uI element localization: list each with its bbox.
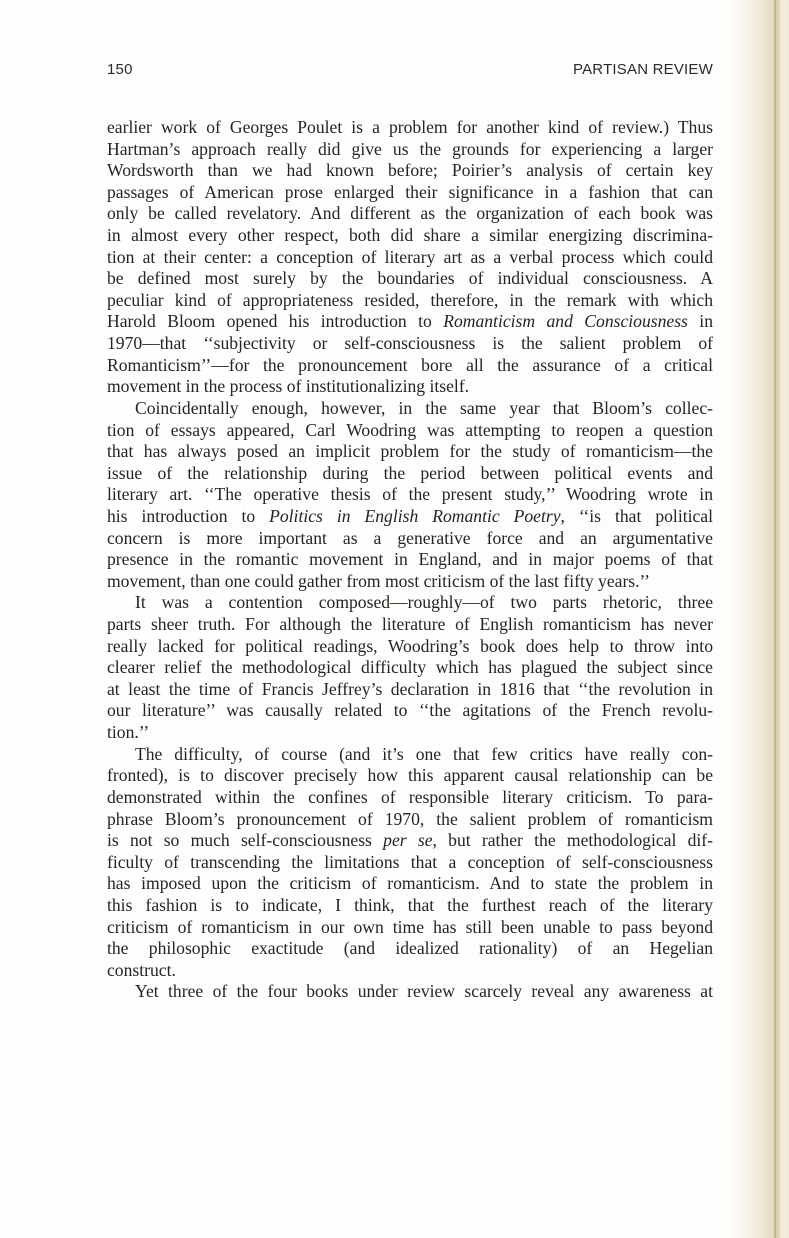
text-run: , but rather the methodological dif- (432, 830, 713, 851)
text-line: has imposed upon the criticism of romanticism. And to state the problem in (107, 873, 713, 894)
text-line: at least the time of Francis Jeffrey’s declaration in 1816 that ‘‘the revolution in (107, 678, 713, 699)
text-line: tion.’’ (107, 722, 150, 743)
text-line: criticism of romanticism in our own time has still been unable to pass beyond (107, 916, 713, 937)
text-line: issue of the relationship during the period between political events and (107, 462, 713, 483)
text-line: the philosophic exactitude (and idealized rationality) of an Hegelian (107, 938, 713, 959)
text-line: passages of American prose enlarged their significance in a fashion that can (107, 181, 713, 202)
text-line: tion of essays appeared, Carl Woodring was attempting to reopen a question (107, 419, 713, 440)
journal-title: PARTISAN REVIEW (573, 61, 713, 78)
text-line: parts sheer truth. For although the literature of English romanticism has never (107, 614, 713, 635)
text-line: really lacked for political readings, Woodring’s book does help to throw into (107, 635, 713, 656)
text-run: Harold Bloom opened his introduction to (107, 311, 444, 332)
text-line: demonstrated within the confines of responsible literary criticism. To para- (107, 786, 713, 807)
text-line: literary art. ‘‘The operative thesis of the present study,’’ Woodring wrote in (107, 484, 713, 505)
text-line: construct. (107, 959, 176, 980)
paragraph-first-line: Coincidentally enough, however, in the same year that Bloom’s collec- (135, 397, 713, 418)
text-line: only be called revelatory. And different as the organization of each book was (107, 203, 713, 224)
text-line: Wordsworth than we had known before; Poirier’s analysis of certain key (107, 160, 713, 181)
body-text (107, 117, 713, 1003)
text-run: is not so much self-consciousness (107, 830, 384, 851)
text-line: this fashion is to indicate, I think, that the furthest reach of the literary (107, 894, 713, 915)
text-line: Hartman’s approach really did give us the grounds for experiencing a larger (107, 138, 713, 159)
page-edge-gutter (774, 0, 776, 1238)
text-line: that has always posed an implicit problem for the study of romanticism—the (107, 441, 713, 462)
text-line: movement, than one could gather from most criticism of the last fifty years.’’ (107, 570, 650, 591)
text-line: movement in the process of institutionalizing itself. (107, 376, 470, 397)
text-line: earlier work of Georges Poulet is a problem for another kind of review.) Thus (107, 117, 713, 137)
text-line: clearer relief the methodological difficulty which has plagued the subject since (107, 657, 713, 678)
text-run: in (687, 311, 713, 332)
italic-title: Politics in English Romantic Poetry (269, 505, 561, 526)
paragraph-first-line: It was a contention composed—roughly—of two parts rhetoric, three (135, 592, 713, 613)
text-line: Romanticism’’—for the pronouncement bore all the assurance of a critical (107, 354, 713, 375)
text-line: 1970—that ‘‘subjectivity or self-consciousness is the salient problem of (107, 333, 713, 354)
text-line (107, 311, 713, 333)
text-line: phrase Bloom’s pronouncement of 1970, the salient problem of romanticism (107, 808, 713, 829)
paragraph-first-line: The difficulty, of course (and it’s one that few critics have really con- (135, 743, 713, 764)
text-line: presence in the romantic movement in England, and in major poems of that (107, 549, 713, 570)
text-line: concern is more important as a generative force and an argumentative (107, 527, 713, 548)
running-head (107, 61, 713, 81)
text-run: his introduction to (107, 505, 270, 526)
italic-title: per se (383, 830, 433, 851)
paragraph-first-line: Yet three of the four books under review scarcely reveal any awareness at (135, 981, 713, 1002)
text-line: in almost every other respect, both did share a similar energizing discrimina- (107, 225, 713, 246)
text-line: be defined most surely by the boundaries of individual consciousness. A (107, 268, 713, 289)
page-number: 150 (107, 61, 133, 78)
text-run: , ‘‘is that political (560, 505, 713, 526)
text-line: our literature’’ was causally related to ‘‘the agitations of the French revolu- (107, 700, 713, 721)
text-line: ficulty of transcending the limitations that a conception of self-consciousness (107, 851, 713, 872)
text-line (107, 830, 713, 852)
text-line (107, 506, 713, 528)
text-line: fronted), is to discover precisely how this apparent causal relationship can be (107, 765, 713, 786)
text-line: tion at their center: a conception of literary art as a verbal process which could (107, 246, 713, 267)
italic-title: Romanticism and Consciousness (443, 311, 688, 332)
text-line: peculiar kind of appropriateness resided, therefore, in the remark with which (107, 289, 713, 310)
